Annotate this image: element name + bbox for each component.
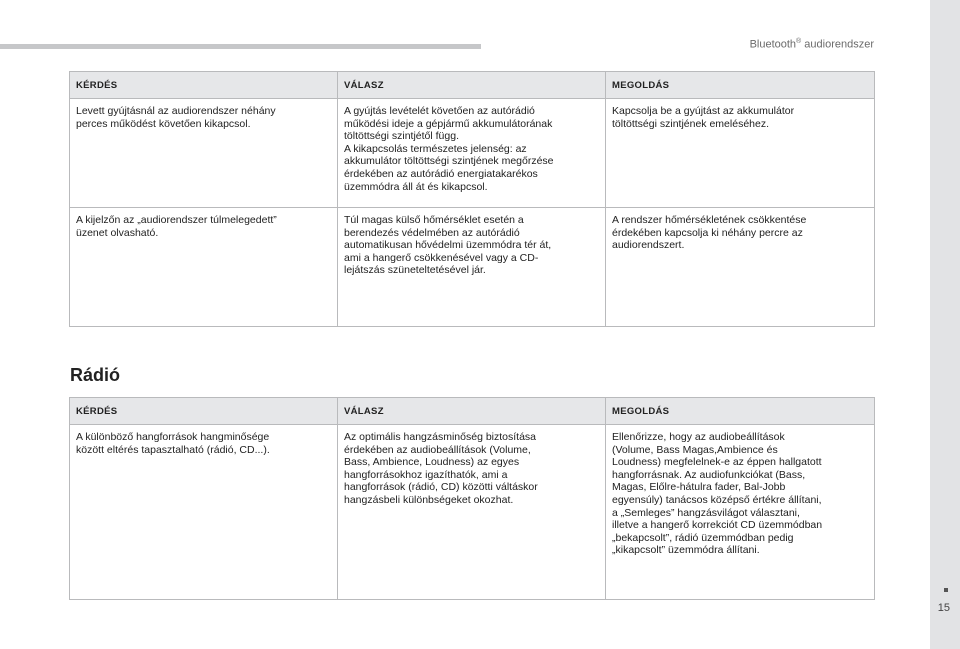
header-question: KÉRDÉS: [70, 72, 338, 99]
header-solution: MEGOLDÁS: [606, 72, 875, 99]
cell-question: Levett gyújtásnál az audiorendszer néhány perces működést követően kikapcsol.: [70, 99, 338, 208]
table-row: [70, 425, 875, 600]
cell-solution: Ellenőrizze, hogy az audiobeállítások (Volume, Bass Magas,Ambience és Loudness) megfelelnek-e az éppen hallgatott hangforrásnak. Az audiofunkciókat (Bass, Magas, Előlre-hátulra fader, Bal-Jobb egyensúly) tanácsos középső értékre állítani, a „Semleges” hangzásvilágot választani, illetve a hangerő korrekciót CD üzemmódban „bekapcsolt”, rádió üzemmódban pedig „kikapcsolt” üzemmódra állítani.: [606, 425, 875, 600]
cell-solution: Kapcsolja be a gyújtást az akkumulátor töltöttségi szintjének emeléséhez.: [606, 99, 875, 208]
page-number: 15: [937, 602, 950, 614]
header-question: KÉRDÉS: [70, 398, 338, 425]
faq-table-audio: [69, 71, 875, 327]
running-head: [750, 38, 874, 51]
table-header-row: [70, 398, 875, 425]
faq-table-radio: [69, 397, 875, 600]
cell-question: A különböző hangforrások hangminősége között eltérés tapasztalható (rádió, CD...).: [70, 425, 338, 600]
cell-answer: Túl magas külső hőmérséklet esetén a berendezés védelmében az autórádió automatikusan hővédelmi üzemmódra tér át, ami a hangerő csökkenésével vagy a CD- lejátszás szüneteltetésével jár.: [338, 208, 606, 327]
page-dot-marker: [944, 588, 948, 592]
registered-mark: ®: [796, 38, 802, 45]
running-head-text: Bluetooth: [749, 38, 797, 51]
header-rule: [0, 44, 481, 49]
header-solution: MEGOLDÁS: [606, 398, 875, 425]
cell-answer: A gyújtás levételét követően az autórádió működési ideje a gépjármű akkumulátorának töltöttségi szintjétől függ. A kikapcsolás természetes jelenség: az akkumulátor töltöttségi szintjének megőrzése érdekében az autórádió energiatakarékos üzemmódra áll át és kikapcsol.: [338, 99, 606, 208]
table-header-row: [70, 72, 875, 99]
running-head-rest: audiorendszer: [801, 38, 874, 51]
header-answer: VÁLASZ: [338, 398, 606, 425]
cell-solution: A rendszer hőmérsékletének csökkentése érdekében kapcsolja ki néhány percre az audiorendszert.: [606, 208, 875, 327]
header-answer: VÁLASZ: [338, 72, 606, 99]
page-edge-tab: [930, 0, 960, 649]
section-title-radio: Rádió: [70, 365, 121, 385]
table-row: [70, 99, 875, 208]
cell-question: A kijelzőn az „audiorendszer túlmelegedett” üzenet olvasható.: [70, 208, 338, 327]
table-row: [70, 208, 875, 327]
cell-answer: Az optimális hangzásminőség biztosítása érdekében az audiobeállítások (Volume, Bass, Ambience, Loudness) az egyes hangforrásokhoz igazíthatók, ami a hangforrások (rádió, CD) közötti váltáskor hangzásbeli különbségeket okozhat.: [338, 425, 606, 600]
